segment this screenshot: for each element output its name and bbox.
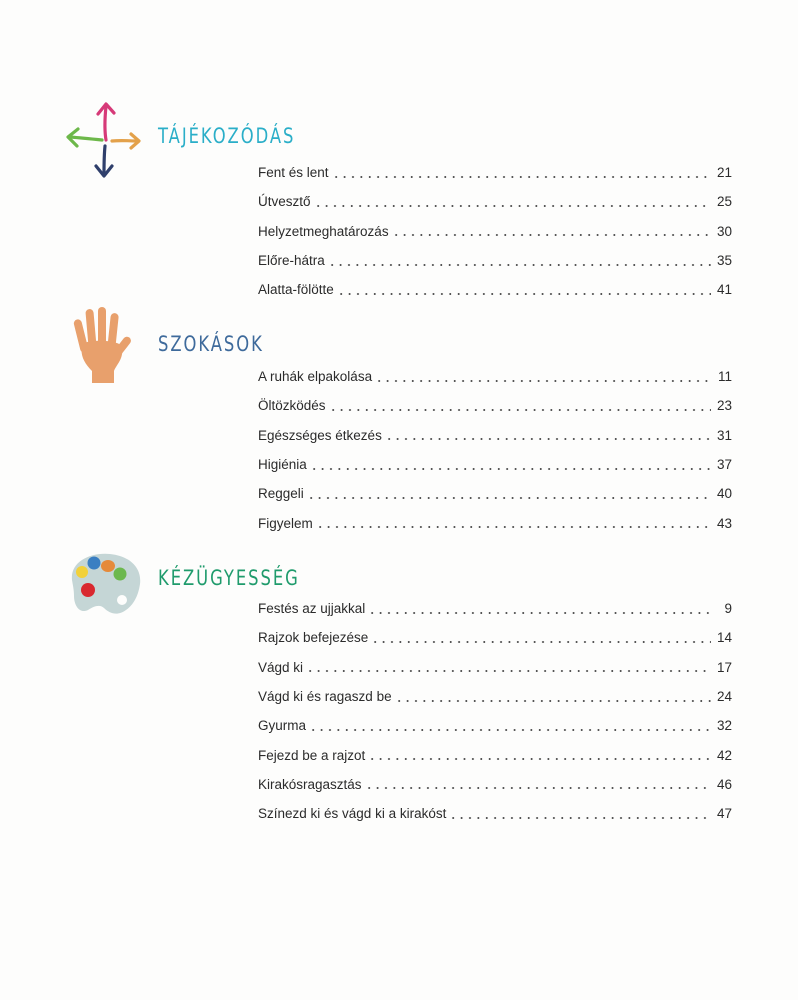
toc-page-number: 46 — [716, 776, 732, 792]
dot-leader — [310, 468, 711, 470]
toc-entry-label: Öltözködés — [258, 398, 326, 414]
toc-entry[interactable] — [258, 450, 732, 479]
arrows-icon — [64, 100, 142, 185]
dot-leader — [307, 497, 711, 499]
dot-leader — [306, 670, 711, 672]
dot-leader — [385, 438, 711, 440]
dot-leader — [365, 787, 711, 789]
toc-page-number: 35 — [716, 253, 732, 269]
dot-leader — [337, 293, 711, 295]
toc-entry[interactable] — [258, 594, 732, 623]
toc-page-number: 17 — [716, 659, 732, 675]
toc-entry-label: A ruhák elpakolása — [258, 369, 373, 385]
toc-list — [258, 362, 732, 538]
dot-leader — [449, 817, 711, 819]
toc-entry-label: Reggeli — [258, 486, 304, 502]
toc-entry-label: Rajzok befejezése — [258, 630, 369, 646]
dot-leader — [395, 700, 711, 702]
toc-entry[interactable] — [258, 711, 732, 740]
toc-entry-label: Higiénia — [258, 457, 307, 473]
dot-leader — [368, 758, 711, 760]
toc-entry-label: Figyelem — [258, 515, 313, 531]
dot-leader — [316, 526, 711, 528]
toc-entry-label: Helyzetmeghatározás — [258, 223, 389, 239]
toc-page-number: 23 — [716, 398, 732, 414]
toc-entry-label: Festés az ujjakkal — [258, 601, 366, 617]
toc-page-number: 11 — [717, 369, 732, 385]
toc-entry[interactable] — [258, 653, 732, 682]
toc-list — [258, 158, 732, 304]
dot-leader — [329, 409, 711, 411]
section-title: SZOKÁSOK — [158, 332, 264, 356]
dot-leader — [309, 729, 711, 731]
dot-leader — [375, 380, 712, 382]
toc-entry-label: Vágd ki és ragaszd be — [258, 689, 392, 705]
section-title: TÁJÉKOZÓDÁS — [158, 124, 296, 148]
toc-entry[interactable] — [258, 275, 732, 304]
dot-leader — [332, 176, 711, 178]
toc-page-number: 40 — [716, 486, 732, 502]
toc-entry-label: Kirakósragasztás — [258, 776, 362, 792]
toc-entry-label: Fejezd be a rajzot — [258, 747, 366, 763]
dot-leader — [368, 612, 712, 614]
toc-entry[interactable] — [258, 158, 732, 187]
toc-entry-label: Gyurma — [258, 718, 307, 734]
toc-entry[interactable] — [258, 187, 732, 216]
toc-page-number: 41 — [716, 282, 732, 298]
toc-page-number: 30 — [716, 223, 732, 239]
paint-palette-icon — [66, 550, 144, 623]
toc-entry[interactable] — [258, 246, 732, 275]
toc-entry[interactable] — [258, 682, 732, 711]
toc-entry[interactable] — [258, 391, 732, 420]
toc-entry[interactable] — [258, 770, 732, 799]
toc-entry-label: Fent és lent — [258, 165, 329, 181]
toc-page-number: 47 — [716, 806, 732, 822]
toc-entry-label: Előre-hátra — [258, 253, 325, 269]
toc-entry[interactable] — [258, 479, 732, 508]
toc-entry-label: Színezd ki és vágd ki a kirakóst — [258, 806, 447, 822]
toc-entry-label: Vágd ki — [258, 659, 304, 675]
toc-page-number: 37 — [716, 457, 732, 473]
section-title: KÉZÜGYESSÉG — [158, 566, 300, 590]
toc-entry[interactable] — [258, 623, 732, 652]
dot-leader — [392, 234, 711, 236]
toc-entry-label: Alatta-fölötte — [258, 282, 334, 298]
dot-leader — [371, 641, 711, 643]
toc-page-number: 32 — [716, 718, 732, 734]
toc-entry-label: Útvesztő — [258, 194, 311, 210]
toc-entry[interactable] — [258, 421, 732, 450]
dot-leader — [328, 264, 711, 266]
toc-page-number: 24 — [716, 689, 732, 705]
toc-page-number: 25 — [716, 194, 732, 210]
toc-entry[interactable] — [258, 740, 732, 769]
toc-page-number: 43 — [716, 515, 732, 531]
toc-page-number: 31 — [716, 427, 732, 443]
toc-entry[interactable] — [258, 362, 732, 391]
toc-entry[interactable] — [258, 508, 732, 537]
hand-icon — [70, 305, 134, 390]
toc-entry-label: Egészséges étkezés — [258, 427, 382, 443]
dot-leader — [314, 205, 711, 207]
toc-page-number: 21 — [716, 165, 732, 181]
toc-page-number: 14 — [716, 630, 732, 646]
toc-entry[interactable] — [258, 799, 732, 828]
toc-entry[interactable] — [258, 217, 732, 246]
toc-page-number: 42 — [716, 747, 732, 763]
toc-list — [258, 594, 732, 828]
toc-page-number: 9 — [724, 601, 732, 617]
